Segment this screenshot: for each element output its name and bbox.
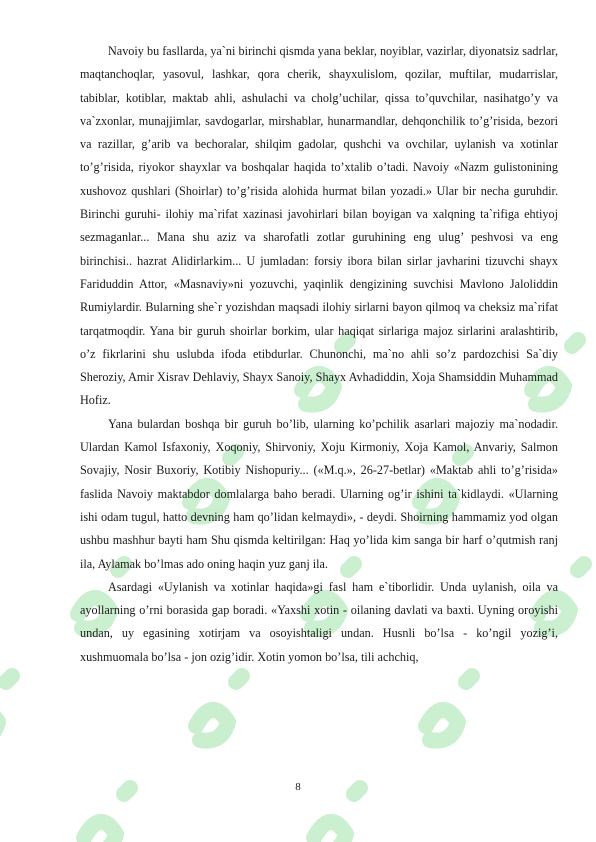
watermark-stroke [84, 788, 130, 842]
watermark-stroke [0, 676, 12, 741]
paragraph-1: Navoiy bu fasllarda, ya`ni birinchi qismda yana beklar, noyiblar, vazirlar, diyonatsiz sadrlar, maqtanchoqlar, yasovul, lashkar, qora cherik, shayxulislom, qozilar, muftilar, mudarrislar, tabiblar, kotiblar, maktab ahli, ashulachi va cholg’uchilar, qissa to’quvchilar, nasihatgo’y va va`zxonlar, munajjimlar, savdogarlar, mirshablar, hunarmandlar, dehqonchilik to’g’risida, bezori va razillar, g’arib va bechoralar, shilqim gadolar, qushchi va ovchilar, uylanish va xotinlar to’g’risida, riyokor shayxlar va boshqalar haqida to’xtalib o’tadi. Navoiy «Nazm gulistonining xushovoz qushlari (Shoirlar) to’g’risida alohida hurmat bilan yozadi.» Ular bir necha guruhdir. Birinchi guruhi- ilohiy ma`rifat xazinasi javohirlari bilan boyigan va xalqning ta`rifiga ehtiyoj sezmaganlar... Mana shu aziz va sharofatli zotlar guruhining eng ulug’ peshvosi va eng birinchisi.. hazrat Alidirlarkim... U jumladan: forsiy ibora bilan sirlar javharini tizuvchi shayx Fariduddin Attor, «Masnaviy»ni yozuvchi, yaqinlik dengizining suvchisi Mavlono Jaloliddin Rumiylardir. Bularning she`r yozishdan maqsadi ilohiy sirlarni bayon qilmoq va cheksiz ma`rifat tarqatmoqdir. Yana bir guruh shoirlar borkim, ular haqiqat sirlariga majoz sirlarini aralashtirib, o’z fikrlarini shu uslubda ifoda etibdurlar. Chunonchi, ma`no ahli so’z pardozchisi Sa`diy Sheroziy, Amir Xisrav Dehlaviy, Shayx Sanoiy, Shayx Avhadiddin, Xoja Shamsiddin Muhammad Hofiz. [80, 44, 558, 408]
paragraph-2: Yana bulardan boshqa bir guruh bo’lib, ularning ko’pchilik asarlari majoziy ma`nodadir. Ulardan Kamol Isfaxoniy, Xoqoniy, Shirvoniy, Xoju Kirmoniy, Xoja Kamol, Anvariy, Salmon Sovajiy, Nosir Buxoriy, Kotibiy Nishopuriy... («M.q.», 26-27-betlar) «Maktab ahli to’g’risida» faslida Navoiy maktabdor domlalarga baho beradi. Ularning og’ir ishini ta`kidlaydi. «Ularning ishi odam tugul, hatto devning ham qo’lidan kelmaydi», - deydi. Shoirning hammamiz yod olgan ushbu mashhur bayti ham Shu qismda keltirilgan: Haq yo’lida kim sanga bir harf o’qutmish ranj ila, Aylamak bo’lmas ado oning haqin yuz ganj ila. [80, 416, 558, 571]
watermark-stroke [314, 788, 360, 842]
watermark-stroke [196, 676, 242, 741]
page-number: 8 [295, 781, 301, 793]
paragraph-3: Asardagi «Uylanish va xotinlar haqida»gi fasl ham e`tiborlidir. Unda uylanish, oila va ayollarning o’rni borasida gap boradi. «Yaxshi xotin - oilaning davlati va baxti. Uyning oroyishi undan, uy egasining xotirjam va osoyishtaligi undan. Husnli bo’lsa - ko’ngil yozig’i, xushmuomala bo’lsa - jon ozig’idir. Xotin yomon bo’lsa, tili achchiq, [80, 579, 558, 664]
watermark-stroke [426, 676, 472, 741]
document-body [80, 40, 558, 669]
